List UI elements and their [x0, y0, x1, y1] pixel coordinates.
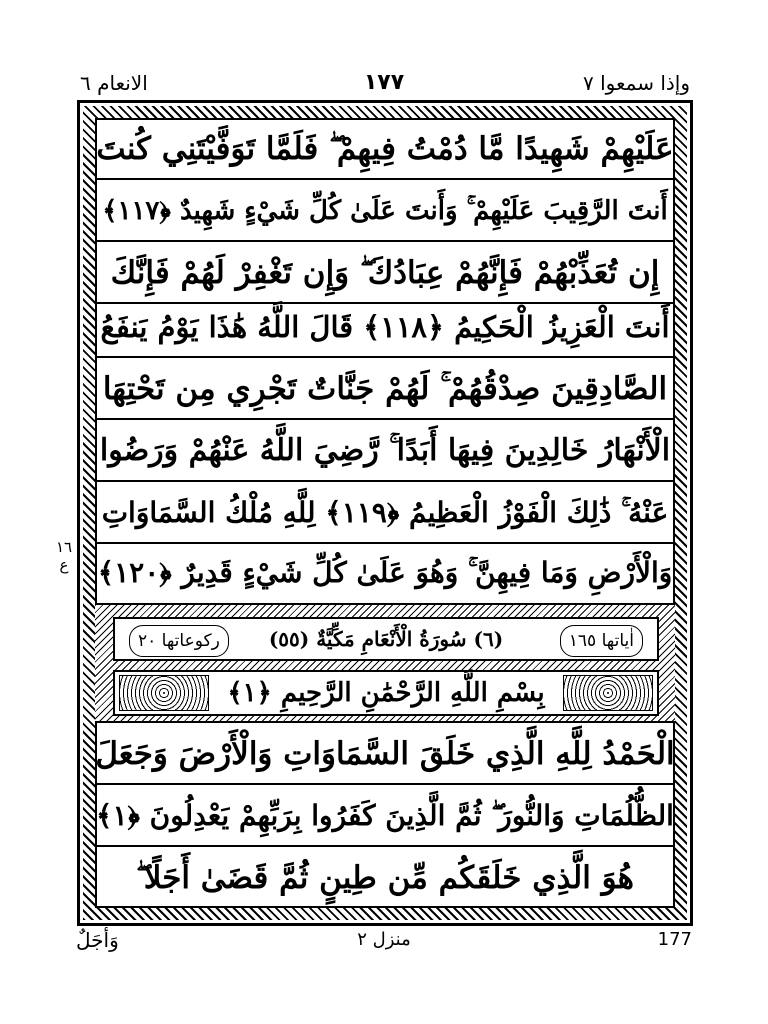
catchword: وَأَجَلٌ: [76, 928, 119, 952]
surah-title-box: [113, 617, 659, 661]
verse-line-1: عَلَيْهِمْ شَهِيدًا مَّا دُمْتُ فِيهِمْ ۖ فَلَمَّا تَوَفَّيْتَنِي كُنتَ: [95, 118, 675, 180]
page-number-footer: 177: [657, 929, 692, 950]
manzil-label: منزل ٢: [357, 929, 411, 950]
arabesque-ornament-left: [119, 675, 209, 711]
verse-line-5: الصَّادِقِينَ صِدْقُهُمْ ۚ لَهُمْ جَنَّاتٌ تَجْرِي مِن تَحْتِهَا: [95, 358, 675, 420]
ruku-margin-marker: ١٦ ع: [55, 538, 73, 574]
surah-ruku-count: رکوعاتها ٢٠: [129, 625, 229, 657]
verse-line-10: الظُّلُمَاتِ وَالنُّورَ ۖ ثُمَّ الَّذِينَ كَفَرُوا بِرَبِّهِمْ يَعْدِلُونَ ﴿١﴾: [95, 785, 675, 847]
arabesque-ornament-right: [563, 675, 653, 711]
bismillah: بِسْمِ اللَّهِ الرَّحْمَٰنِ الرَّحِيمِ ﴿١﴾: [227, 678, 545, 708]
verse-line-6: الْأَنْهَارُ خَالِدِينَ فِيهَا أَبَدًا ۚ رَّضِيَ اللَّهُ عَنْهُمْ وَرَضُوا: [95, 420, 675, 482]
surah-name-header: الانعام ٦: [80, 71, 148, 95]
page-number-header: ١٧٧: [363, 70, 405, 95]
verse-line-2: أَنتَ الرَّقِيبَ عَلَيْهِمْ ۚ وَأَنتَ عَلَىٰ كُلِّ شَيْءٍ شَهِيدٌ ﴿١١٧﴾: [95, 180, 675, 242]
verse-line-11: هُوَ الَّذِي خَلَقَكُم مِّن طِينٍ ثُمَّ قَضَىٰ أَجَلًا ۖ: [135, 860, 634, 896]
verse-line-4: أَنتَ الْعَزِيزُ الْحَكِيمُ ﴿١١٨﴾ قَالَ اللَّهُ هَٰذَا يَوْمُ يَنفَعُ: [95, 296, 675, 358]
verse-line-9: الْحَمْدُ لِلَّهِ الَّذِي خَلَقَ السَّمَاوَاتِ وَالْأَرْضَ وَجَعَلَ: [95, 723, 675, 785]
bismillah-box: [113, 670, 659, 716]
verse-line-3: إِن تُعَذِّبْهُمْ فَإِنَّهُمْ عِبَادُكَ ۖ وَإِن تَغْفِرْ لَهُمْ فَإِنَّكَ: [95, 242, 675, 304]
verse-line-8: وَالْأَرْضِ وَمَا فِيهِنَّ ۚ وَهُوَ عَلَىٰ كُلِّ شَيْءٍ قَدِيرٌ ﴿١٢٠﴾: [97, 556, 673, 589]
surah-ayat-count: اٰياتها ١٦٥: [560, 625, 643, 657]
surah-title: (٦) سُورَةُ الْأَنْعَامِ مَكِّيَّةٌ (٥٥): [268, 627, 504, 651]
verse-line-7: عَنْهُ ۚ ذَٰلِكَ الْفَوْزُ الْعَظِيمُ ﴿١١٩﴾ لِلَّهِ مُلْكُ السَّمَاوَاتِ: [95, 482, 675, 544]
juz-name-header: وإذا سمعوا ٧: [583, 71, 690, 95]
